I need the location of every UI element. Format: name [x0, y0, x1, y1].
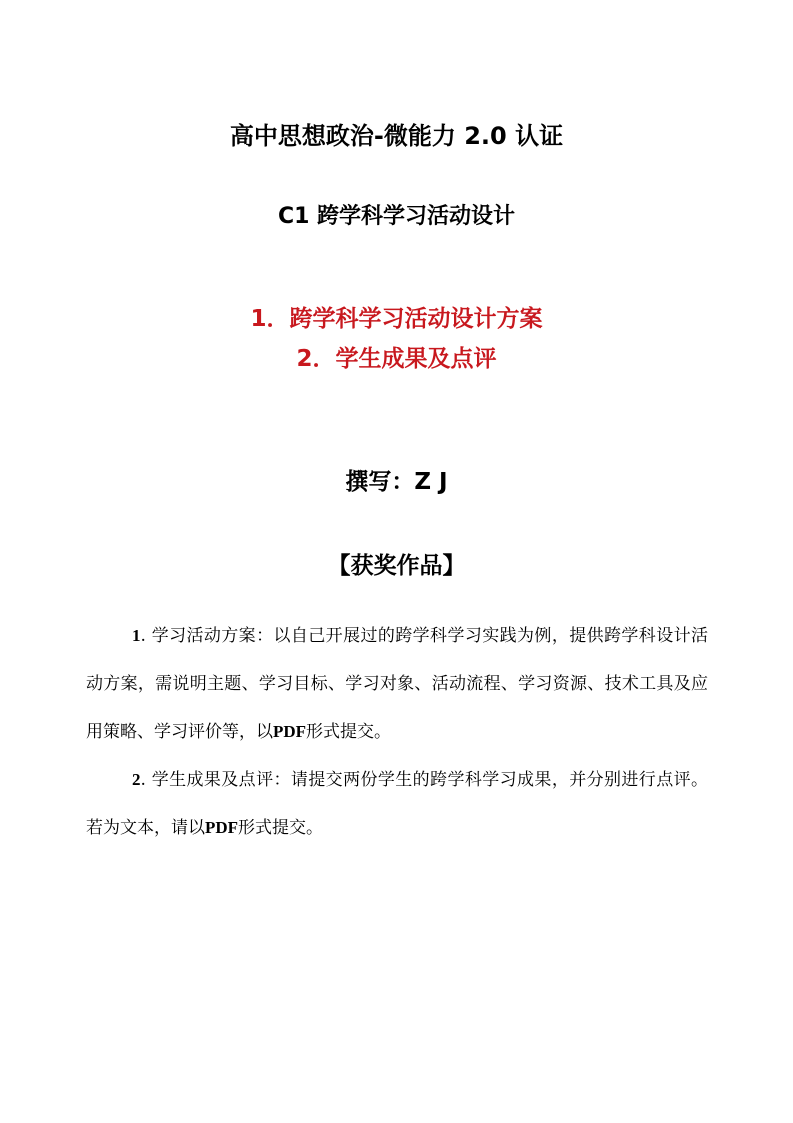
paragraph-number: 1: [132, 626, 141, 645]
document-subtitle: C1 跨学科学习活动设计: [277, 204, 516, 229]
pdf-label: PDF: [273, 722, 307, 741]
paragraph-number: 2: [132, 770, 141, 789]
contents-item-1: 1．跨学科学习活动设计方案: [250, 306, 543, 332]
award-heading: 【获奖作品】: [327, 553, 466, 579]
pdf-label: PDF: [205, 818, 239, 837]
paragraph-text: . 学生成果及点评：请提交两份学生的跨学科学习成果，并分别进行点评。若为文本，请以: [86, 770, 708, 838]
paragraph-text: . 学习活动方案：以自己开展过的跨学科学习实践为例，提供跨学科设计活动方案，需说明主题、学习目标、学习对象、活动流程、学习资源、技术工具及应用策略、学习评价等，以: [86, 626, 708, 742]
document-title: 高中思想政治-微能力 2.0 认证: [229, 122, 564, 150]
paragraph-text-end: 形式提交。: [238, 818, 324, 838]
instruction-paragraph-1: [86, 612, 708, 756]
paragraph-text-end: 形式提交。: [306, 722, 392, 742]
contents-item-2: 2．学生成果及点评: [296, 346, 497, 372]
instruction-paragraph-2: [86, 756, 708, 852]
author-line: 撰写：Z J: [345, 469, 448, 495]
